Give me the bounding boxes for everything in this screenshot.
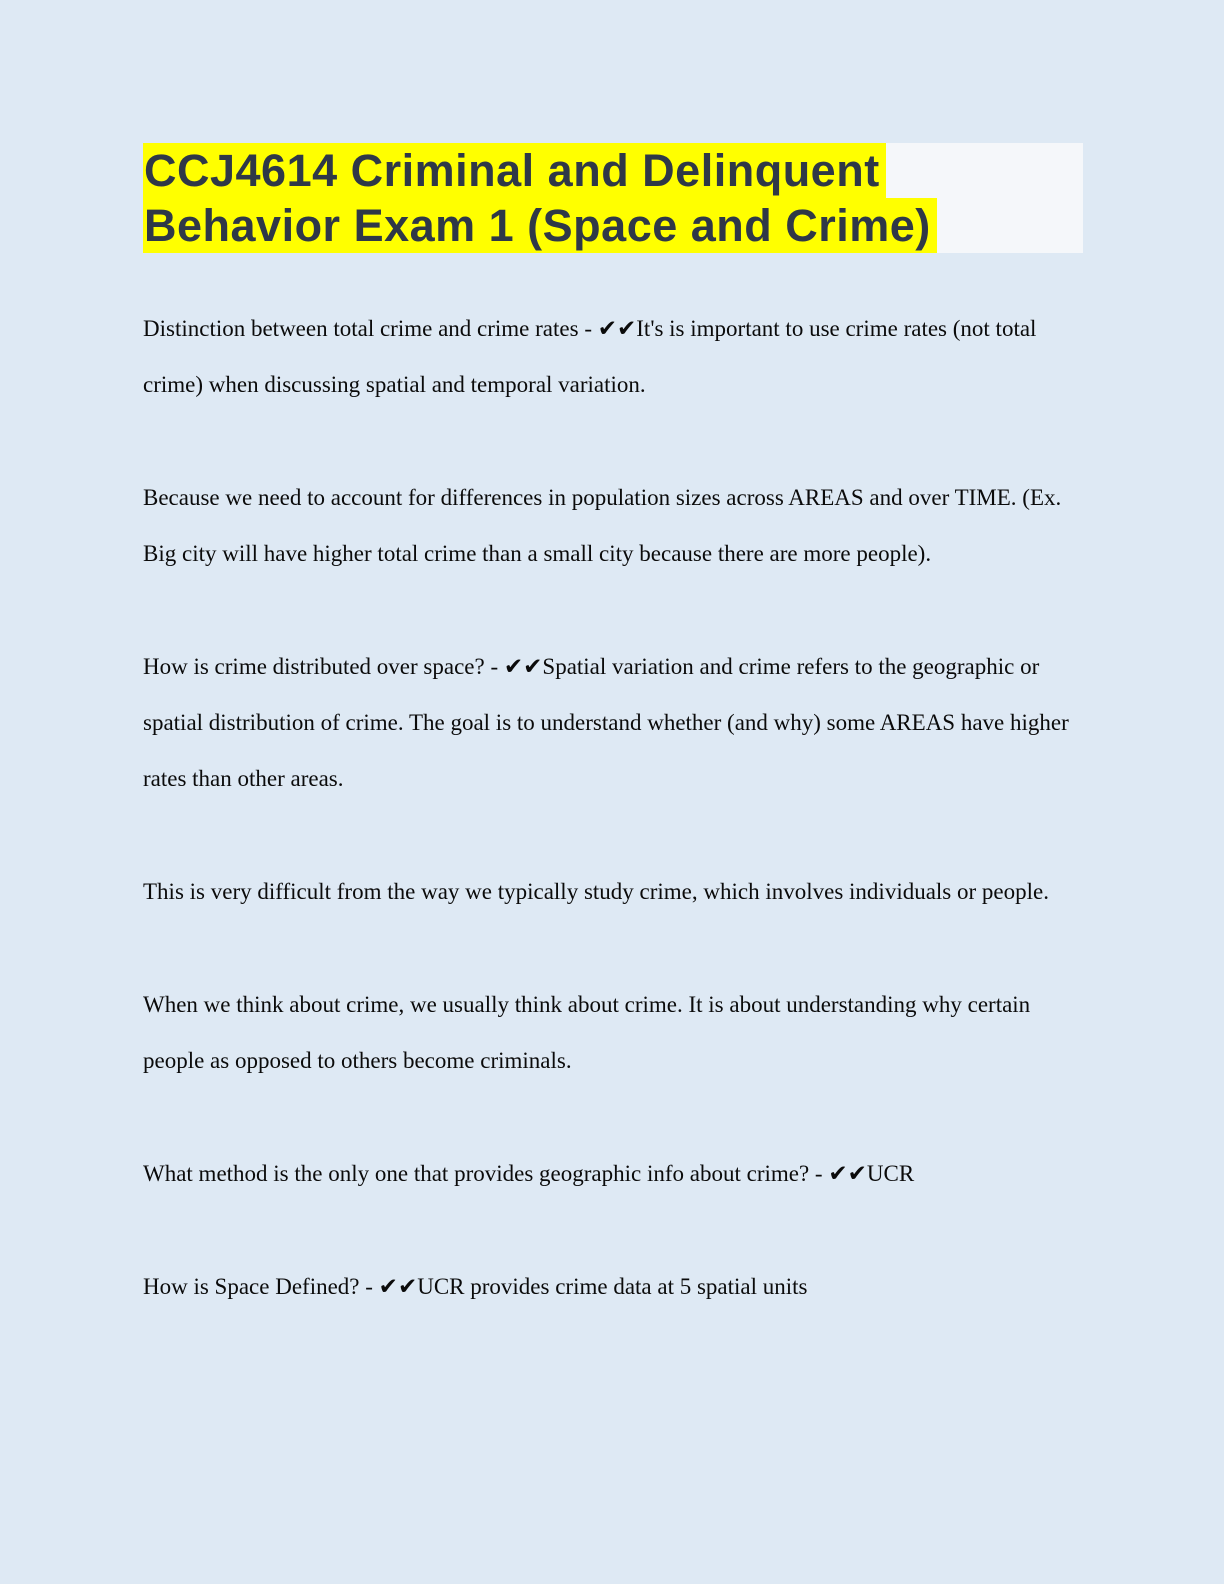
paragraph-distinction-crime-rates: Distinction between total crime and crime rates - ✔✔It's is important to use crime rates (not total crime) when discussing spatial and temporal variation. bbox=[143, 316, 1037, 397]
title-panel bbox=[143, 143, 1083, 253]
paragraph-population-sizes: Because we need to account for differences in population sizes across AREAS and over TIME. (Ex. Big city will have higher total crime than a small city because there are more people). bbox=[143, 485, 1062, 566]
paragraph-crime-distributed-space: How is crime distributed over space? - ✔✔Spatial variation and crime refers to the geographic or spatial distribution of crime. The goal is to understand whether (and why) some AREAS have higher rates than other areas. bbox=[143, 654, 1069, 791]
paragraph-difficult-study: This is very difficult from the way we typically study crime, which involves individuals or people. bbox=[143, 879, 1049, 904]
paragraph-how-space-defined: How is Space Defined? - ✔✔UCR provides crime data at 5 spatial units bbox=[143, 1274, 808, 1299]
title-line-2: Behavior Exam 1 (Space and Crime) bbox=[143, 198, 937, 253]
paragraph-think-about-crime: When we think about crime, we usually think about crime. It is about understanding why certain people as opposed to others become criminals. bbox=[143, 992, 1031, 1073]
title-line-1: CCJ4614 Criminal and Delinquent bbox=[143, 143, 886, 198]
document-body bbox=[143, 301, 1083, 1315]
paragraph-geographic-info-method: What method is the only one that provides geographic info about crime? - ✔✔UCR bbox=[143, 1161, 915, 1186]
page-content bbox=[143, 143, 1083, 1372]
document-title bbox=[143, 143, 1083, 253]
